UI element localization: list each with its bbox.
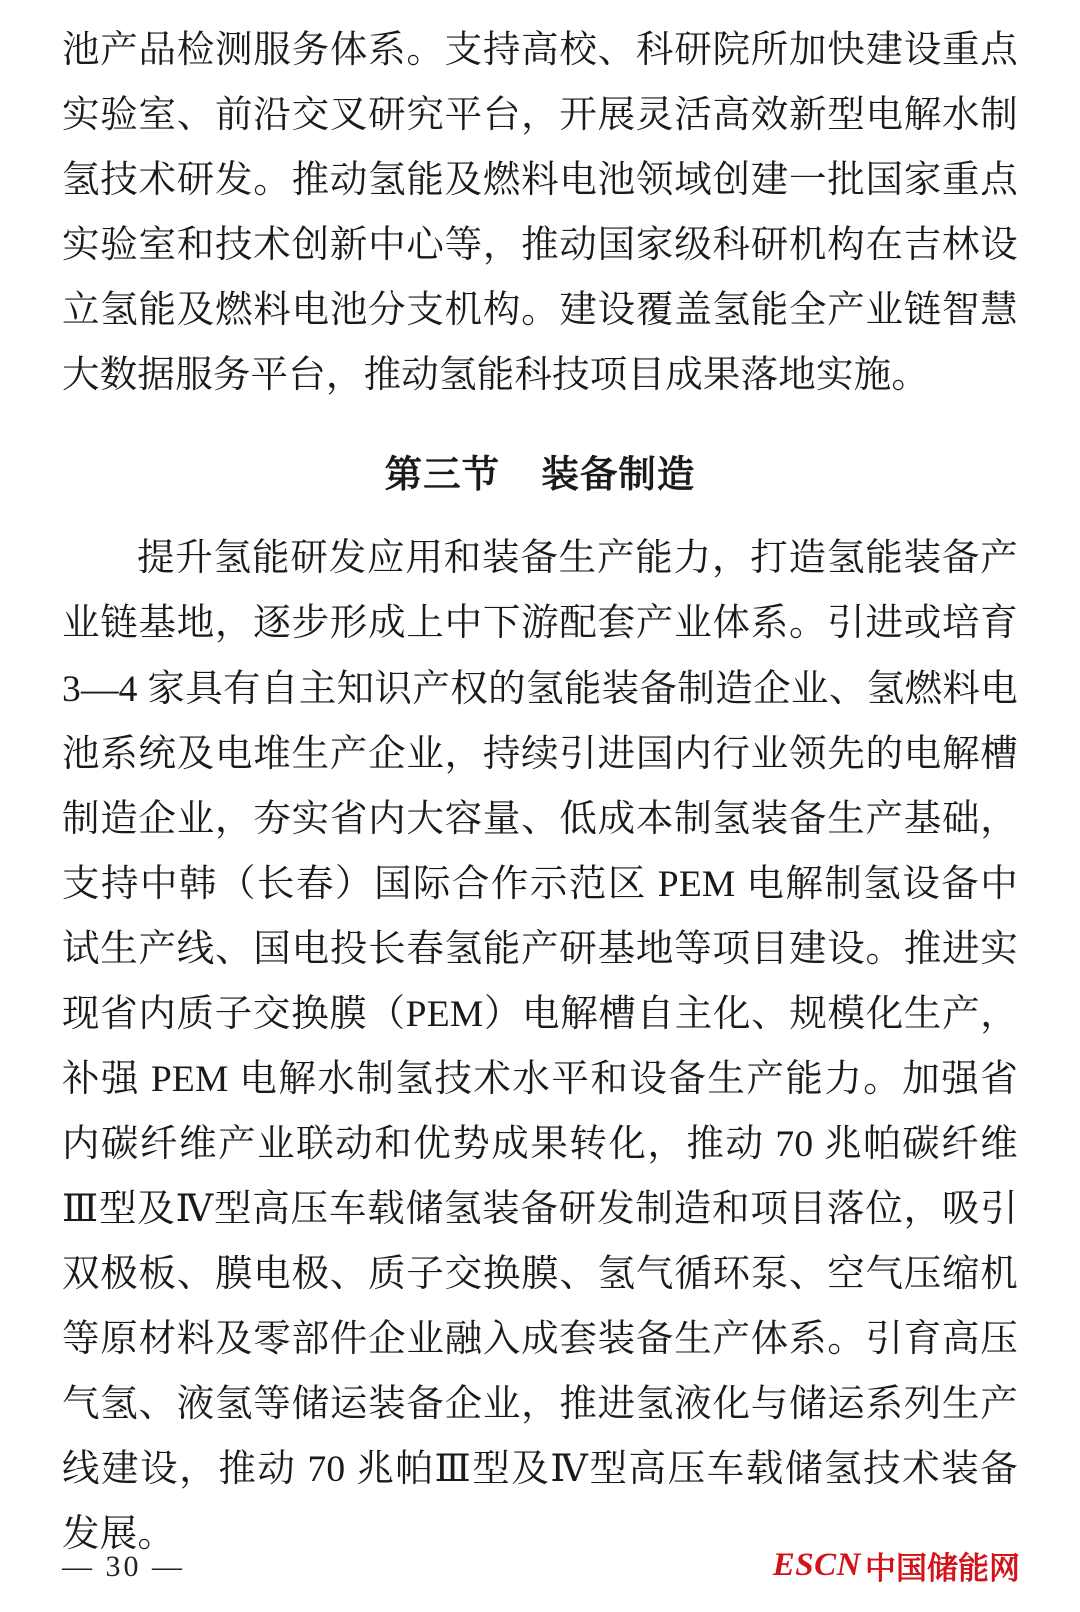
section-title: 装备制造 <box>541 455 696 497</box>
continued-paragraph: 池产品检测服务体系。支持高校、科研院所加快建设重点实验室、前沿交叉研究平台，开展灵活高效新型电解水制氢技术研发。推动氢能及燃料电池领域创建一批国家重点实验室和技术创新中心等，推动国家级科研机构在吉林设立氢能及燃料电池分支机构。建设覆盖氢能全产业链智慧大数据服务平台，推动氢能科技项目成果落地实施。 <box>62 30 1018 397</box>
section-paragraph: 提升氢能研发应用和装备生产能力，打造氢能装备产业链基地，逐步形成上中下游配套产业体系。引进或培育 3—4 家具有自主知识产权的氢能装备制造企业、氢燃料电池系统及电堆生产企业，持续引进国内行业领先的电解槽制造企业，夯实省内大容量、低成本制氢装备生产基础，支持中韩（长春）国际合作示范区 PEM 电解制氢设备中试生产线、国电投长春氢能产研基地等项目建设。推进实现省内质子交换膜（PEM）电解槽自主化、规模化生产，补强 PEM 电解水制氢技术水平和设备生产能力。加强省内碳纤维产业联动和优势成果转化，推动 70 兆帕碳纤维Ⅲ型及Ⅳ型高压车载储氢装备研发制造和项目落位，吸引双极板、膜电极、质子交换膜、氢气循环泵、空气压缩机等原材料及零部件企业融入成套装备生产体系。引育高压气氢、液氢等储运装备企业，推进氢液化与储运系列生产线建设，推动 70 兆帕Ⅲ型及Ⅳ型高压车载储氢技术装备发展。 <box>62 538 1018 1556</box>
page-number: — 30 — <box>62 1550 185 1583</box>
watermark-name: 中国储能网 <box>865 1551 1020 1586</box>
page-footer <box>0 1516 1080 1612</box>
section-heading <box>62 444 1018 498</box>
section-number: 第三节 <box>384 455 501 497</box>
watermark-brand: ESCN <box>772 1547 861 1583</box>
watermark <box>773 1543 1020 1588</box>
